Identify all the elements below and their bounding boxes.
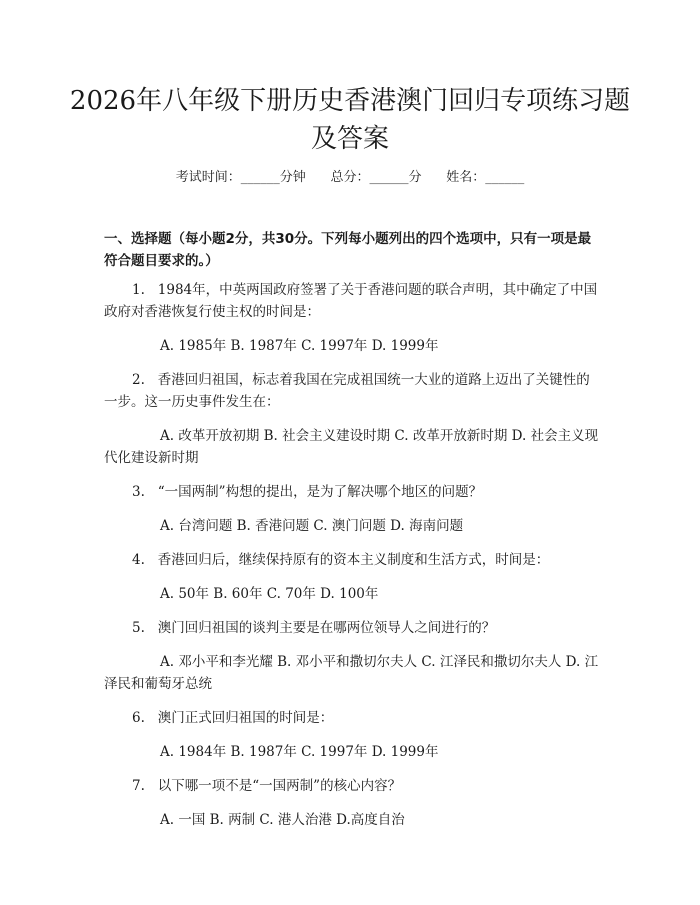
question-number: 7. <box>132 778 145 794</box>
question-options: A. 50年 B. 60年 C. 70年 D. 100年 <box>160 586 379 602</box>
question-2 <box>104 369 600 469</box>
exam-meta-line: 考试时间：______分钟 总分：______分 姓名：______ <box>175 170 525 185</box>
question-number: 5. <box>132 620 145 636</box>
section-heading-choice: 一、选择题（每小题2分，共30分。下列每小题列出的四个选项中，只有一项是最符合题目要求的。） <box>104 231 592 269</box>
question-number: 4. <box>132 552 145 568</box>
question-options: A. 1985年 B. 1987年 C. 1997年 D. 1999年 <box>160 338 439 354</box>
question-stem: 1984年，中英两国政府签署了关于香港问题的联合声明，其中确定了中国政府对香港恢复行使主权的时间是： <box>104 282 598 320</box>
question-stem: 澳门回归祖国的谈判主要是在哪两位领导人之间进行的？ <box>157 620 496 636</box>
question-6 <box>104 707 600 763</box>
question-stem: 澳门正式回归祖国的时间是： <box>157 710 334 726</box>
question-4 <box>104 549 600 605</box>
question-options: A. 邓小平和李光耀 B. 邓小平和撒切尔夫人 C. 江泽民和撒切尔夫人 D. 江泽民和葡萄牙总统 <box>104 654 599 692</box>
question-number: 6. <box>132 710 145 726</box>
document-title: 2026年八年级下册历史香港澳门回归专项练习题及答案 <box>69 86 631 154</box>
question-options: A. 改革开放初期 B. 社会主义建设时期 C. 改革开放新时期 D. 社会主义现代化建设新时期 <box>104 428 599 466</box>
question-3 <box>104 481 600 537</box>
question-options: A. 1984年 B. 1987年 C. 1997年 D. 1999年 <box>160 744 439 760</box>
question-number: 2. <box>132 372 145 388</box>
question-1 <box>104 279 600 357</box>
question-5 <box>104 617 600 695</box>
question-stem: 以下哪一项不是“一国两制”的核心内容？ <box>157 778 402 794</box>
question-stem: 香港回归祖国，标志着我国在完成祖国统一大业的道路上迈出了关键性的一步。这一历史事件发生在： <box>104 372 590 410</box>
question-number: 1. <box>132 282 145 298</box>
question-7 <box>104 775 600 831</box>
question-stem: 香港回归后，继续保持原有的资本主义制度和生活方式，时间是： <box>157 552 550 568</box>
question-options: A. 台湾问题 B. 香港问题 C. 澳门问题 D. 海南问题 <box>160 518 464 534</box>
question-list <box>104 279 600 843</box>
question-options: A. 一国 B. 两制 C. 港人治港 D.高度自治 <box>160 812 405 828</box>
question-stem: “一国两制”构想的提出，是为了解决哪个地区的问题？ <box>157 484 483 500</box>
question-number: 3. <box>132 484 145 500</box>
